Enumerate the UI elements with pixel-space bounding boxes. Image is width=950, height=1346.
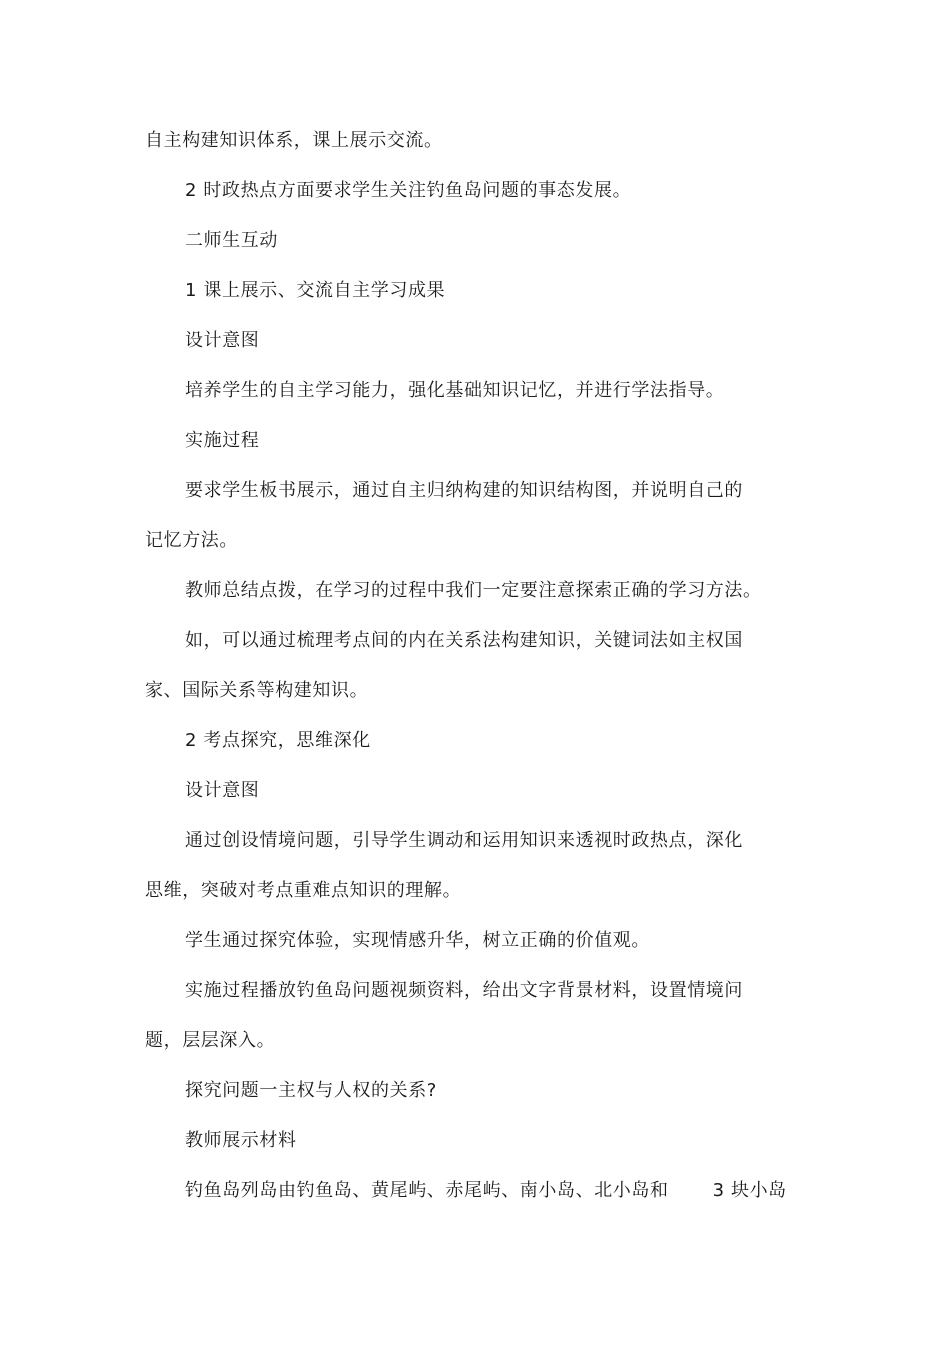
paragraph-line: 设计意图: [185, 780, 260, 801]
section-heading: 二师生互动: [185, 230, 278, 251]
paragraph-line: 探究问题一主权与人权的关系?: [185, 1080, 437, 1101]
paragraph-line: 培养学生的自主学习能力，强化基础知识记忆，并进行学法指导。: [185, 380, 725, 401]
paragraph-line: 设计意图: [185, 330, 260, 351]
paragraph-line: 思维，突破对考点重难点知识的理解。: [145, 880, 462, 901]
subsection-heading: 2 考点探究，思维深化: [185, 730, 371, 751]
paragraph-line-tail: 3 块小岛: [712, 1180, 787, 1201]
paragraph-line: 记忆方法。: [145, 530, 238, 551]
paragraph-line: 2 时政热点方面要求学生关注钓鱼岛问题的事态发展。: [185, 180, 632, 201]
paragraph-line: 通过创设情境问题，引导学生调动和运用知识来透视时政热点，深化: [185, 830, 743, 851]
paragraph-line: 自主构建知识体系，课上展示交流。: [145, 130, 443, 151]
subsection-heading: 1 课上展示、交流自主学习成果: [185, 280, 446, 301]
paragraph-line: 学生通过探究体验，实现情感升华，树立正确的价值观。: [185, 930, 650, 951]
paragraph-line: 家、国际关系等构建知识。: [145, 680, 369, 701]
paragraph-line: 实施过程播放钓鱼岛问题视频资料，给出文字背景材料，设置情境问: [185, 980, 743, 1001]
paragraph-line: 题，层层深入。: [145, 1030, 276, 1051]
paragraph-line: 教师总结点拨，在学习的过程中我们一定要注意探索正确的学习方法。: [185, 580, 762, 601]
paragraph-line: 要求学生板书展示，通过自主归纳构建的知识结构图，并说明自己的: [185, 480, 743, 501]
paragraph-line: 如，可以通过梳理考点间的内在关系法构建知识，关键词法如主权国: [185, 630, 743, 651]
paragraph-line: [185, 1179, 787, 1203]
paragraph-line: 实施过程: [185, 430, 260, 451]
paragraph-line-head: 钓鱼岛列岛由钓鱼岛、黄尾屿、赤尾屿、南小岛、北小岛和: [185, 1180, 669, 1201]
paragraph-line: 教师展示材料: [185, 1130, 297, 1151]
